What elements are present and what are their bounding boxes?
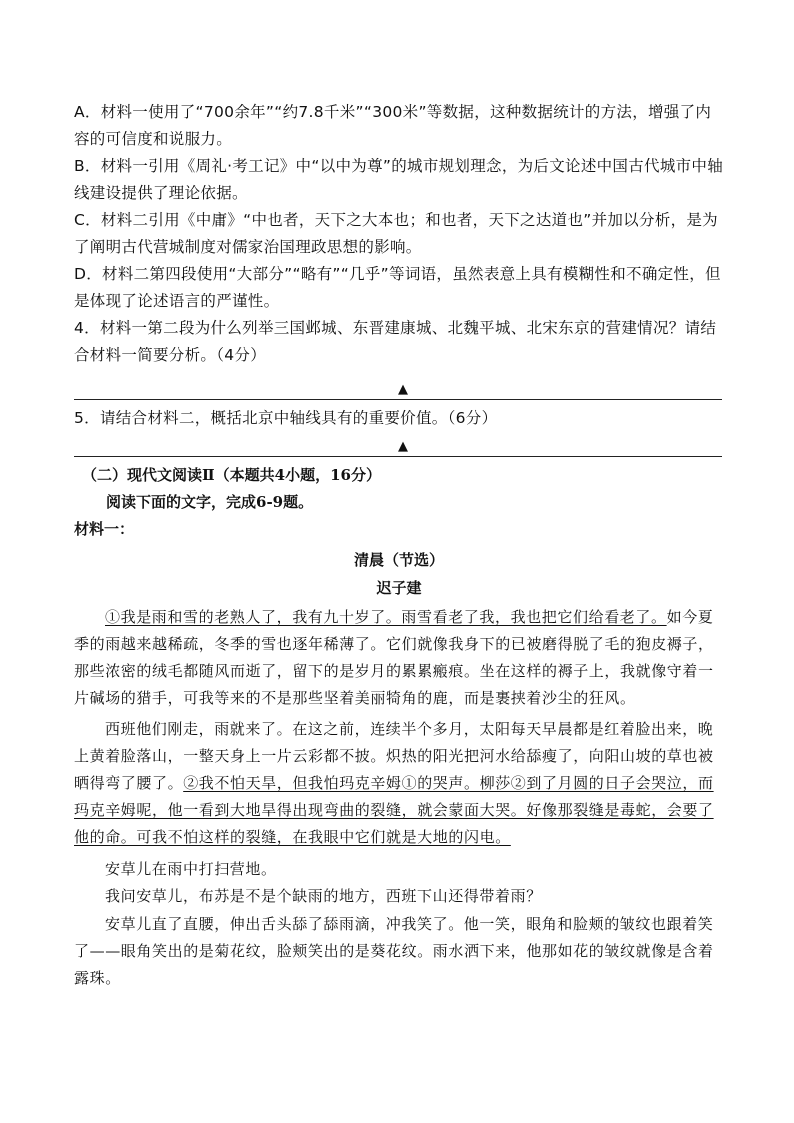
answer-line-q4[interactable] xyxy=(74,399,722,400)
paragraph-2-text: 西班他们刚走，雨就来了。在这之前，连续半个多月，太阳每天早晨都是红着脸出来，晚上黄着脸落山，一整天身上一片云彩都不披。炽热的阳光把河水给舔瘦了，向阳山坡的草也被晒得弯了腰了。 xyxy=(74,720,714,792)
article-paragraph-4: 我问安草儿，布苏是不是个缺雨的地方，西班下山还得带着雨？ xyxy=(105,887,542,905)
answer-mark-triangle-icon: ▲ xyxy=(398,382,408,397)
underlined-sentence-2: ②我不怕天旱，但我怕玛克辛姆①的哭声。柳莎②到了月圆的日子会哭泣，而玛克辛姆呢，他一看到大地旱得出现弯曲的裂缝，就会蒙面大哭。好像那裂缝是毒蛇，会要了他的命。可我不怕这样的裂缝，在我眼中它们就是大地的闪电。 xyxy=(74,774,714,846)
article-paragraph-1 xyxy=(74,604,726,712)
option-b: B．材料一引用《周礼·考工记》中“以中为尊”的城市规划理念，为后文论述中国古代城市中轴线建设提供了理论依据。 xyxy=(74,157,724,202)
option-d: D．材料二第四段使用“大部分”“略有”“几乎”等词语，虽然表意上具有模糊性和不确定性，但是体现了论述语言的严谨性。 xyxy=(74,265,721,310)
paragraph-1-text: 如今夏季的雨越来越稀疏，冬季的雪也逐年稀薄了。它们就像我身下的已被磨得脱了毛的狍皮褥子，那些浓密的绒毛都随风而逝了，留下的是岁月的累累瘢痕。坐在这样的褥子上，我就像守着一片碱场的猎手，可我等来的不是那些坚着美丽犄角的鹿，而是裹挟着沙尘的狂风。 xyxy=(74,608,714,707)
answer-line-q5[interactable] xyxy=(74,456,722,457)
article-author: 迟子建 xyxy=(376,579,422,597)
option-a: A．材料一使用了“700余年”“约7.8千米”“300米”等数据，这种数据统计的方法，增强了内容的可信度和说服力。 xyxy=(74,103,712,148)
material-label: 材料一： xyxy=(74,520,135,538)
article-paragraph-2 xyxy=(74,716,726,851)
article-paragraph-5: 安草儿直了直腰，伸出舌头舔了舔雨滴，冲我笑了。他一笑，眼角和脸颊的皱纹也跟着笑了——眼角笑出的是菊花纹，脸颊笑出的是葵花纹。雨水洒下来，他那如花的皱纹就像是含着露珠。 xyxy=(74,915,714,987)
question-5: 5．请结合材料二，概括北京中轴线具有的重要价值。（6分） xyxy=(74,409,498,427)
section-heading: （二）现代文阅读Ⅱ（本题共4小题，16分） xyxy=(82,466,381,484)
question-4: 4．材料一第二段为什么列举三国邺城、东晋建康城、北魏平城、北宋东京的营建情况？请结合材料一简要分析。（4分） xyxy=(74,319,717,364)
article-title: 清晨（节选） xyxy=(353,551,444,569)
option-c: C．材料二引用《中庸》“中也者，天下之大本也；和也者，天下之达道也”并加以分析，是为了阐明古代营城制度对儒家治国理政思想的影响。 xyxy=(74,211,718,256)
underlined-sentence-1: ①我是雨和雪的老熟人了，我有九十岁了。雨雪看老了我，我也把它们给看老了。 xyxy=(105,608,667,626)
article-paragraph-3: 安草儿在雨中打扫营地。 xyxy=(105,860,277,878)
reading-instruction: 阅读下面的文字，完成6-9题。 xyxy=(106,493,314,511)
answer-mark-triangle-icon: ▲ xyxy=(398,439,408,454)
